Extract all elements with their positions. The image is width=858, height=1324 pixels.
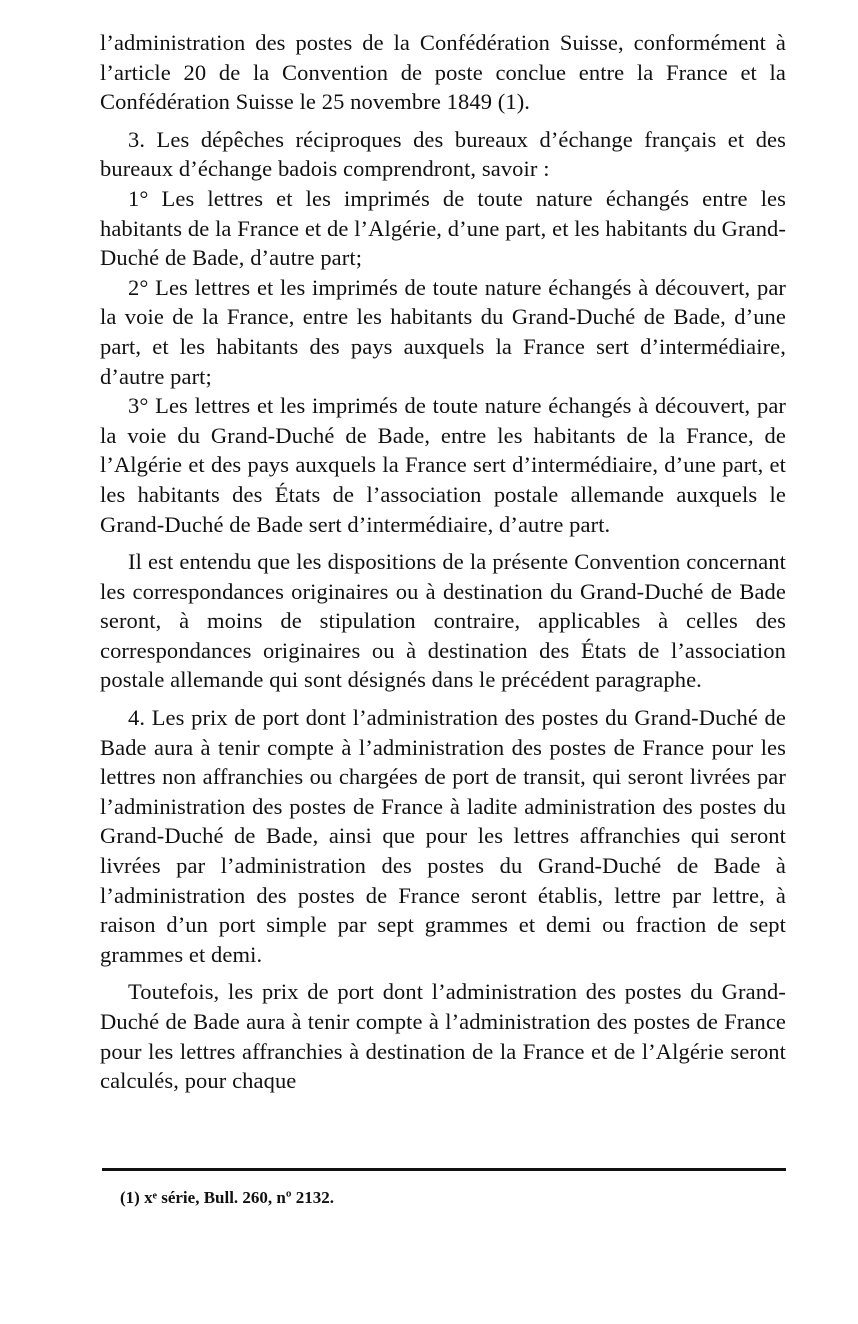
footnote: (1) xᵉ série, Bull. 260, nº 2132. [120,1188,335,1207]
paragraph-article-4: 4. Les prix de port dont l’administration des postes du Grand-Duché de Bade aura à tenir compte à l’administration des postes de France pour les lettres non affranchies ou chargées de port de transit, qui seront livrées par l’administration des postes de France à ladite administration des postes du Grand-Duché de Bade, ainsi que pour les lettres affranchies qui seront livrées par l’administration des postes du Grand-Duché de Bade à l’administration des postes de France seront établis, lettre par lettre, à raison d’un port simple par sept grammes et demi ou fraction de sept grammes et demi. [100,705,786,967]
paragraph-article-3: 3. Les dépêches réciproques des bureaux d’échange français et des bureaux d’échange badois comprendront, savoir : [100,126,786,182]
footnote-rule [102,1168,786,1171]
paragraph-dispositions: Il est entendu que les dispositions de la présente Convention concernant les correspondances originaires ou à destination du Grand-Duché de Bade seront, à moins de stipulation contraire, applicables à celles des correspondances originaires ou à destination des États de l’association postale allemande qui sont désignés dans le précédent paragraphe. [100,549,786,693]
paragraph-item-2: 2° Les lettres et les imprimés de toute nature échangés à découvert, par la voie de la France, entre les habitants du Grand-Duché de Bade, d’une part, et les habitants des pays auxquels la France sert d’intermédiaire, d’autre part; [100,274,786,389]
document-body [100,28,786,1096]
paragraph-item-3: 3° Les lettres et les imprimés de toute nature échangés à découvert, par la voie du Grand-Duché de Bade, entre les habitants de la France, de l’Algérie et des pays auxquels la France sert d’intermédiaire, d’une part, et les habitants des États de l’association postale allemande auxquels le Grand-Duché de Bade sert d’intermédiaire, d’autre part. [100,393,786,537]
paragraph-item-1: 1° Les lettres et les imprimés de toute nature échangés entre les habitants de la France et de l’Algérie, d’une part, et les habitants du Grand-Duché de Bade, d’autre part; [100,185,786,271]
paragraph-continuation: l’administration des postes de la Confédération Suisse, conformément à l’article 20 de la Convention de poste conclue entre la France et la Confédération Suisse le 25 novembre 1849 (1). [100,30,786,115]
paragraph-toutefois: Toutefois, les prix de port dont l’administration des postes du Grand-Duché de Bade aura à tenir compte à l’administration des postes de France pour les lettres affranchies à destination de la France et de l’Algérie seront calculés, pour chaque [100,979,786,1094]
